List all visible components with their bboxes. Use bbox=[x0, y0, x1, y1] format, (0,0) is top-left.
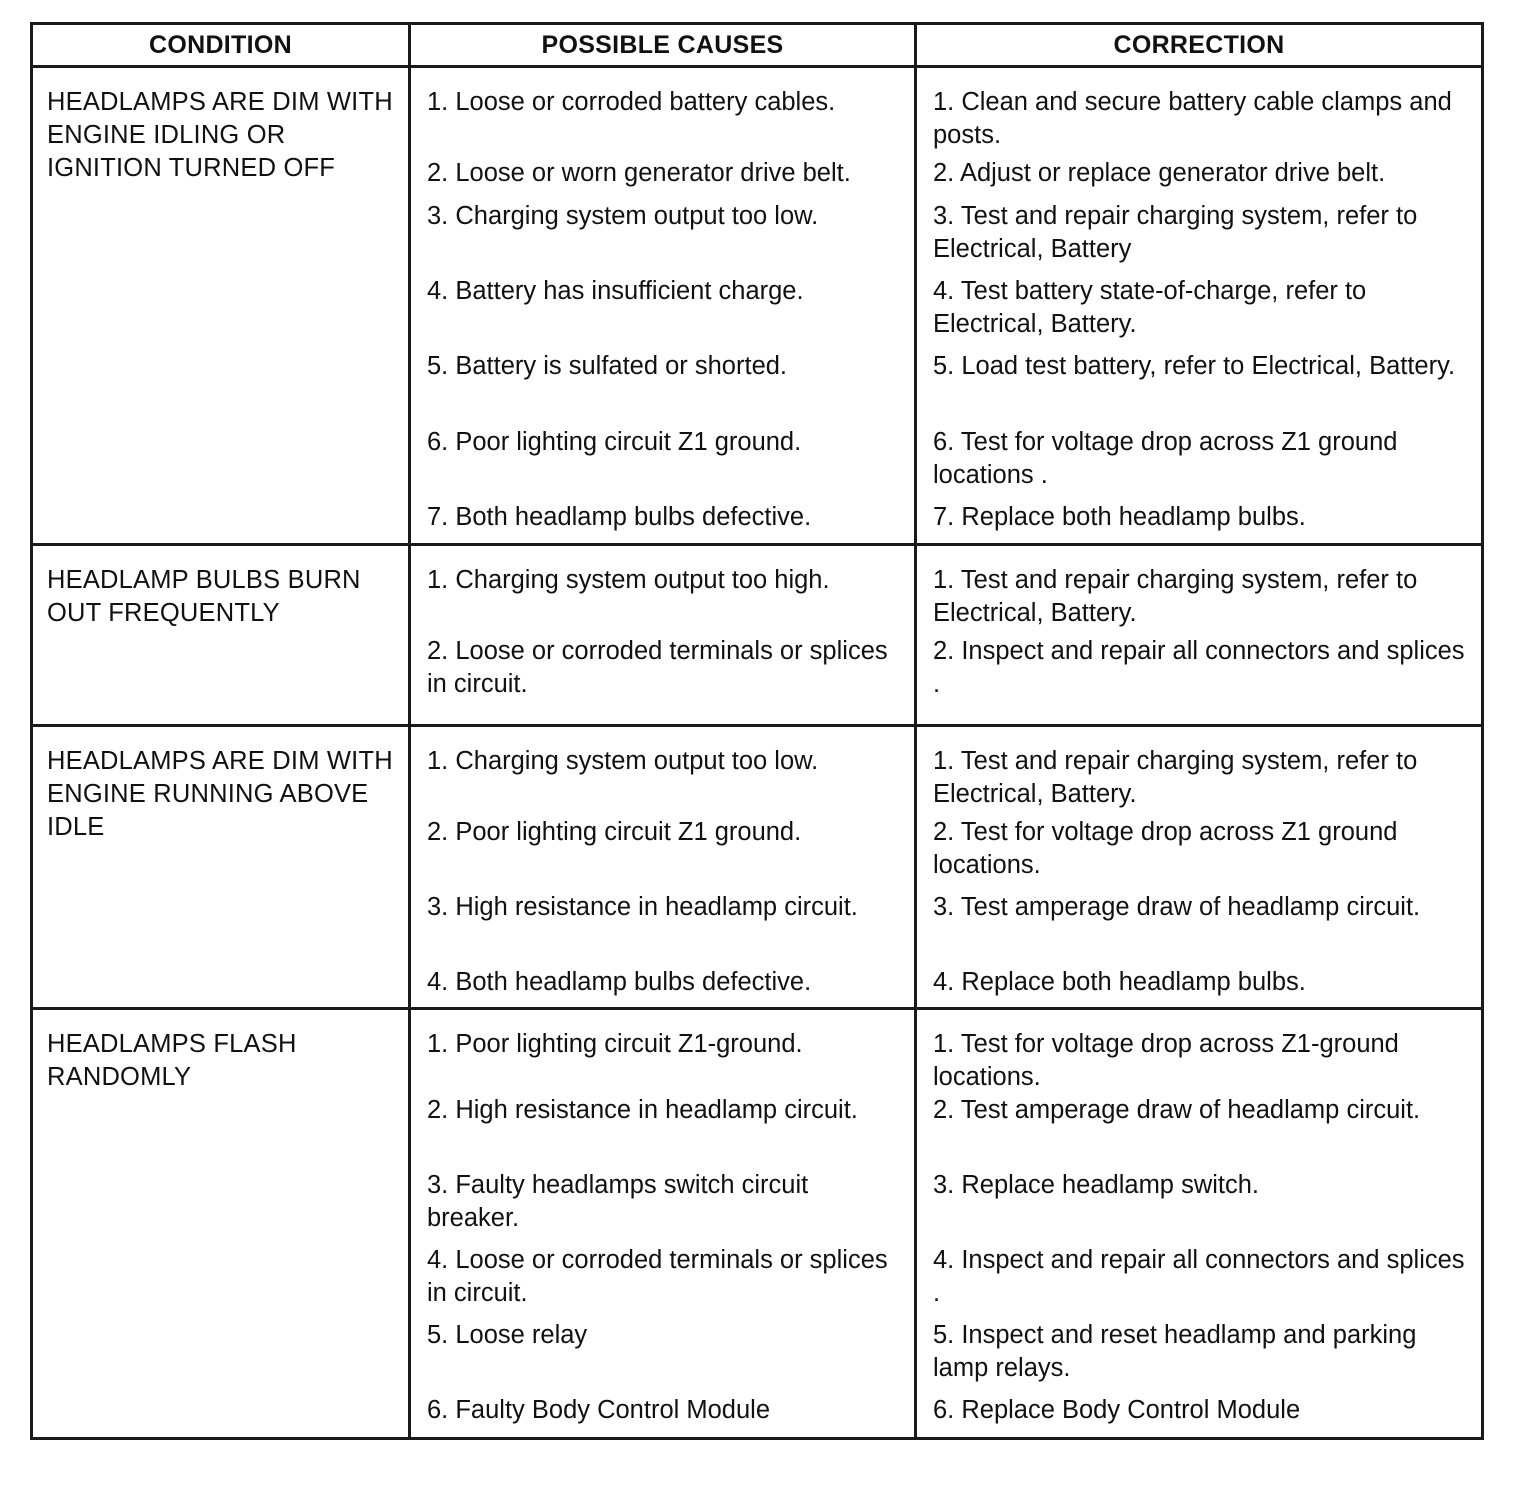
possible-cause-cell: 1. Charging system output too low. bbox=[410, 726, 916, 816]
possible-cause-cell: 6. Faulty Body Control Module bbox=[410, 1394, 916, 1438]
correction-cell: 2. Inspect and repair all connectors and splices . bbox=[916, 635, 1483, 726]
possible-cause-cell: 6. Poor lighting circuit Z1 ground. bbox=[410, 426, 916, 501]
table-body bbox=[32, 67, 1483, 1439]
correction-cell: 6. Test for voltage drop across Z1 ground locations . bbox=[916, 426, 1483, 501]
correction-cell: 4. Test battery state-of-charge, refer to Electrical, Battery. bbox=[916, 275, 1483, 350]
correction-cell: 1. Test and repair charging system, refer to Electrical, Battery. bbox=[916, 545, 1483, 635]
correction-cell: 1. Clean and secure battery cable clamps and posts. bbox=[916, 67, 1483, 157]
correction-cell: 1. Test for voltage drop across Z1-ground locations. bbox=[916, 1009, 1483, 1095]
diagnosis-table bbox=[30, 22, 1484, 1440]
header-possible-causes: POSSIBLE CAUSES bbox=[410, 24, 916, 67]
correction-cell: 2. Test amperage draw of headlamp circuit. bbox=[916, 1094, 1483, 1169]
header-condition: CONDITION bbox=[32, 24, 410, 67]
possible-cause-cell: 1. Loose or corroded battery cables. bbox=[410, 67, 916, 157]
possible-cause-cell: 5. Battery is sulfated or shorted. bbox=[410, 350, 916, 426]
possible-cause-cell: 7. Both headlamp bulbs defective. bbox=[410, 501, 916, 545]
correction-cell: 2. Adjust or replace generator drive belt. bbox=[916, 157, 1483, 200]
correction-cell: 6. Replace Body Control Module bbox=[916, 1394, 1483, 1438]
table-row bbox=[32, 1009, 1483, 1095]
correction-cell: 3. Replace headlamp switch. bbox=[916, 1169, 1483, 1244]
condition-cell: HEADLAMPS ARE DIM WITH ENGINE IDLING OR IGNITION TURNED OFF bbox=[32, 67, 410, 545]
header-correction: CORRECTION bbox=[916, 24, 1483, 67]
possible-cause-cell: 1. Charging system output too high. bbox=[410, 545, 916, 635]
condition-cell: HEADLAMP BULBS BURN OUT FREQUENTLY bbox=[32, 545, 410, 726]
correction-cell: 4. Replace both headlamp bulbs. bbox=[916, 966, 1483, 1009]
correction-cell: 2. Test for voltage drop across Z1 ground locations. bbox=[916, 816, 1483, 891]
correction-cell: 1. Test and repair charging system, refer to Electrical, Battery. bbox=[916, 726, 1483, 816]
correction-cell: 5. Load test battery, refer to Electrical, Battery. bbox=[916, 350, 1483, 426]
possible-cause-cell: 2. High resistance in headlamp circuit. bbox=[410, 1094, 916, 1169]
possible-cause-cell: 2. Loose or corroded terminals or splices in circuit. bbox=[410, 635, 916, 726]
correction-cell: 7. Replace both headlamp bulbs. bbox=[916, 501, 1483, 545]
possible-cause-cell: 2. Poor lighting circuit Z1 ground. bbox=[410, 816, 916, 891]
correction-cell: 4. Inspect and repair all connectors and splices . bbox=[916, 1244, 1483, 1319]
correction-cell: 5. Inspect and reset headlamp and parking lamp relays. bbox=[916, 1319, 1483, 1394]
possible-cause-cell: 4. Both headlamp bulbs defective. bbox=[410, 966, 916, 1009]
possible-cause-cell: 3. High resistance in headlamp circuit. bbox=[410, 891, 916, 966]
condition-cell: HEADLAMPS FLASH RANDOMLY bbox=[32, 1009, 410, 1439]
header-row bbox=[32, 24, 1483, 67]
table-row bbox=[32, 67, 1483, 157]
possible-cause-cell: 4. Battery has insufficient charge. bbox=[410, 275, 916, 350]
table-row bbox=[32, 545, 1483, 635]
possible-cause-cell: 4. Loose or corroded terminals or splices in circuit. bbox=[410, 1244, 916, 1319]
possible-cause-cell: 1. Poor lighting circuit Z1-ground. bbox=[410, 1009, 916, 1095]
correction-cell: 3. Test amperage draw of headlamp circuit. bbox=[916, 891, 1483, 966]
possible-cause-cell: 3. Charging system output too low. bbox=[410, 200, 916, 275]
possible-cause-cell: 2. Loose or worn generator drive belt. bbox=[410, 157, 916, 200]
condition-cell: HEADLAMPS ARE DIM WITH ENGINE RUNNING ABOVE IDLE bbox=[32, 726, 410, 1009]
possible-cause-cell: 5. Loose relay bbox=[410, 1319, 916, 1394]
table-row bbox=[32, 726, 1483, 816]
possible-cause-cell: 3. Faulty headlamps switch circuit breaker. bbox=[410, 1169, 916, 1244]
correction-cell: 3. Test and repair charging system, refer to Electrical, Battery bbox=[916, 200, 1483, 275]
